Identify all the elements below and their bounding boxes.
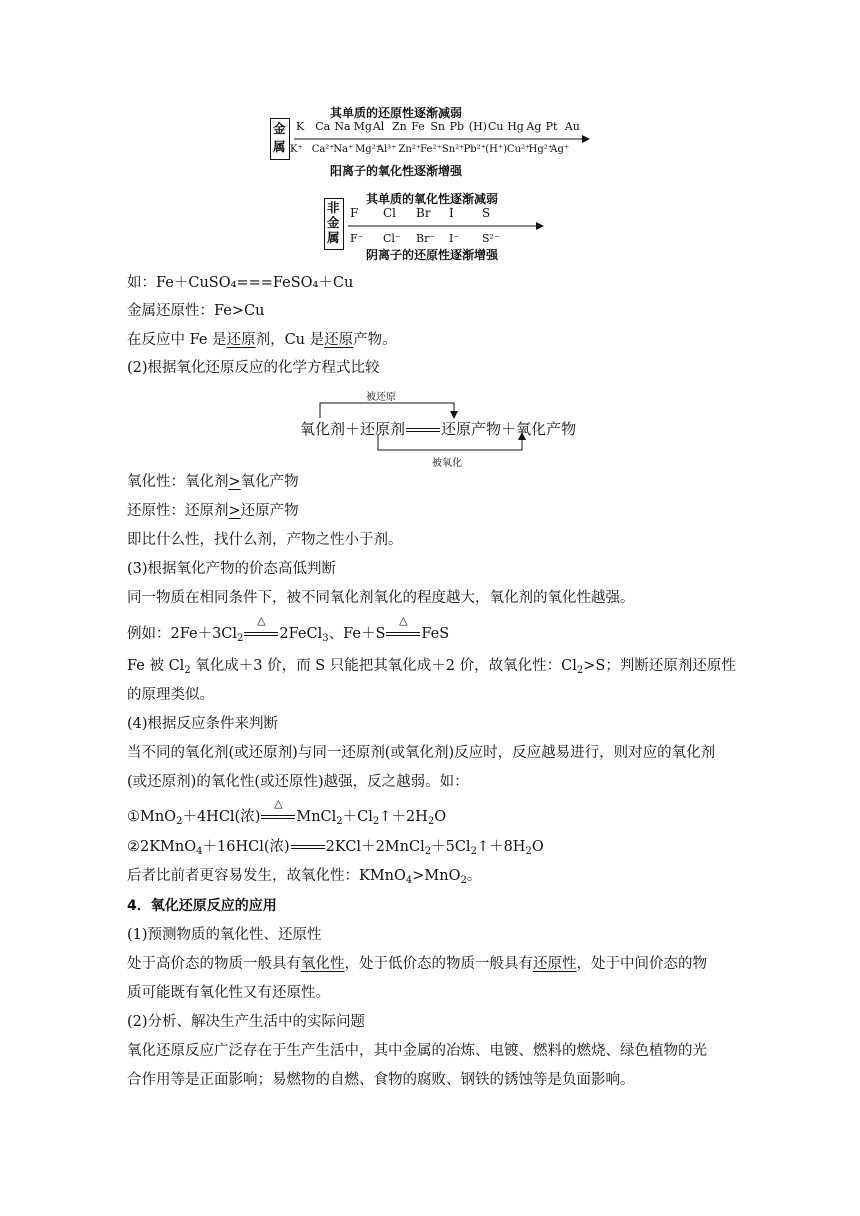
metal-elements-row (296, 120, 596, 134)
eq1-sub-3: 2 (372, 816, 380, 827)
eq2-d: ＋5Cl (431, 839, 471, 855)
metal-ion-symbol: Na⁺ (333, 144, 354, 155)
example2-mid: 2FeCl (279, 626, 323, 642)
summary-rule: 即比什么性，找什么剂，产物之性小于剂。 (127, 532, 403, 548)
heading-4: 4．氧化还原反应的应用 (127, 898, 277, 914)
eq1-d: ＋Cl (342, 809, 373, 825)
redox-oxidation-product: 氧化产物 (516, 420, 577, 438)
eq1-f: O (434, 809, 447, 825)
eq1-heat-equals (260, 797, 296, 827)
metal-element-symbol: Na (334, 120, 351, 133)
section3-text: 同一物质在相同条件下，被不同氧化剂氧化的程度越大，氧化剂的氧化性越强。 (127, 590, 635, 606)
nonmetal-elements-row (350, 206, 550, 220)
in-reaction-text-2: 剂，Cu 是 (255, 332, 325, 348)
sub1-title: (1)预测物质的氧化性、还原性 (127, 927, 322, 943)
section3-title: (3)根据氧化产物的价态高低判断 (127, 561, 337, 577)
metal-ion-symbol: Pb²⁺ (463, 144, 486, 155)
fe-text-a: Fe 被 Cl (127, 658, 185, 674)
nonmetal-ion-symbol: Cl⁻ (383, 232, 401, 245)
oxidizing-rule-post: 氧化产物 (240, 474, 299, 490)
eq2-f: O (531, 839, 544, 855)
equation-1 (127, 797, 447, 827)
sub2-text-line-1: 氧化还原反应广泛存在于生产生活中，其中金属的冶炼、电镀、燃料的燃烧、绿色植物的光 (127, 1043, 707, 1059)
conclusion-sub-1: 4 (405, 875, 413, 886)
heat-delta-1: △ (257, 614, 266, 627)
eq2-sub-1: 4 (196, 846, 203, 857)
eq1-sub-1: 2 (176, 816, 183, 827)
oxidizing-rule (127, 472, 299, 492)
metal-top-caption: 其单质的还原性逐渐减弱 (330, 106, 463, 120)
metal-element-symbol: Au (564, 120, 580, 133)
nonmetal-series-figure (320, 188, 550, 264)
metal-element-symbol: Al (372, 120, 385, 133)
nonmetal-bottom-caption: 阴离子的还原性逐渐增强 (366, 248, 499, 262)
metal-arrow (294, 135, 590, 143)
eq1-delta: △ (274, 797, 283, 810)
redox-equation (300, 418, 576, 439)
eq2-equals-sign (291, 845, 325, 849)
eq2-sub-2: 2 (424, 846, 432, 857)
fe-text-c: >S；判断还原剂还原性 (583, 658, 736, 674)
example2-sub-1: 2 (237, 633, 244, 644)
in-reaction-text-3: 产物。 (353, 332, 397, 348)
metal-ion-symbol: Zn²⁺ (398, 144, 422, 155)
section2-title: (2)根据氧化还原反应的化学方程式比较 (127, 360, 380, 376)
metal-element-symbol: Fe (411, 120, 425, 133)
eq2-e: ↑＋8H (476, 839, 526, 855)
redox-plus-2: ＋ (501, 420, 517, 438)
section4-text-1: 当不同的氧化剂(或还原剂)与同一还原剂(或氧化剂)反应时，反应越易进行，则对应的氧化剂 (127, 745, 716, 761)
metal-ion-symbol: K⁺ (290, 144, 303, 155)
heat-equals-2 (385, 614, 421, 644)
eq1-a: ①MnO (127, 809, 177, 825)
reducing-rule-symbol: > (228, 503, 241, 519)
metal-element-symbol: Zn (392, 120, 407, 133)
redox-diagram (296, 384, 576, 470)
example2-line (127, 614, 450, 644)
conclusion-a: 后者比前者更容易发生，故氧化性：KMnO (127, 868, 406, 884)
nonmetal-top-caption: 其单质的氧化性逐渐减弱 (366, 192, 499, 206)
sub1-underline-oxidizing: 氧化性 (301, 956, 345, 972)
metal-element-symbol: Pb (449, 120, 465, 133)
sub2-text-line-2: 合作用等是正面影响；易燃物的自燃、食物的腐败、钢铁的锈蚀等是负面影响。 (127, 1072, 635, 1088)
conclusion-sub-2: 2 (460, 875, 467, 886)
sub1-text-c: ，处于中间价态的物 (576, 956, 707, 972)
metal-element-symbol: Mg (353, 120, 372, 133)
nonmetal-box-label: 非金属 (327, 200, 340, 245)
eq2-sub-3: 2 (470, 846, 477, 857)
fe-text-sub-2: 2 (576, 665, 584, 676)
nonmetal-element-symbol: Cl (383, 206, 397, 220)
eq2-c: 2KCl＋2MnCl (325, 839, 425, 855)
metal-ion-symbol: (H⁺) (485, 144, 508, 155)
in-reaction-text-1: 在反应中 Fe 是 (127, 332, 227, 348)
sub1-text-b: ，处于低价态的物质一般具有 (344, 956, 533, 972)
nonmetal-ion-symbol: S²⁻ (482, 232, 500, 245)
eq2-b: ＋16HCl(浓) (202, 839, 290, 855)
example1-prefix: 如： (127, 275, 156, 291)
metal-ion-symbol: Hg²⁺ (528, 144, 554, 155)
metal-element-symbol: Ag (526, 120, 542, 133)
conclusion-b: >MnO (412, 868, 461, 884)
reducing-rule-post: 还原产物 (240, 503, 299, 519)
metal-box-label: 金属 (273, 121, 286, 154)
metal-ions-row (290, 144, 600, 158)
redox-bottom-label: 被氧化 (432, 458, 462, 469)
heat-equals-1 (243, 614, 279, 644)
metal-ion-symbol: Ca²⁺ (311, 144, 335, 155)
metal-ion-symbol: Sn²⁺ (441, 144, 465, 155)
eq1-c: MnCl (296, 809, 337, 825)
eq1-sub-2: 2 (336, 816, 343, 827)
conclusion-line (127, 866, 481, 886)
nonmetal-element-symbol: S (482, 206, 491, 220)
eq1-e: ↑＋2H (379, 809, 428, 825)
metal-ion-symbol: Mg²⁺ (355, 144, 381, 155)
reducing-rule (127, 501, 299, 521)
reducing-rule-pre: 还原性：还原剂 (127, 503, 229, 519)
redox-oxidant: 氧化剂 (300, 420, 346, 438)
sub1-text-line-2: 质可能既有氧化性又有还原性。 (127, 985, 330, 1001)
metal-series-figure (266, 100, 596, 184)
metal-element-symbol: K (296, 120, 305, 133)
sub2-title: (2)分析、解决生产生活中的实际问题 (127, 1014, 366, 1030)
metal-ion-symbol: Al³⁺ (376, 144, 397, 155)
oxidizing-rule-pre: 氧化性：氧化剂 (127, 474, 229, 490)
nonmetal-arrow (348, 222, 544, 230)
nonmetal-element-symbol: Br (416, 206, 431, 220)
metal-ion-symbol: Cu²⁺ (506, 144, 531, 155)
metal-reducibility-line: 金属还原性：Fe>Cu (127, 303, 265, 319)
in-reaction-underline-2: 还原 (324, 332, 354, 348)
fe-text-sub-1: 2 (184, 665, 191, 676)
section4-title: (4)根据反应条件来判断 (127, 716, 279, 732)
metal-element-symbol: Cu (488, 120, 504, 133)
example2-sub-2: 3 (322, 633, 329, 644)
nonmetal-ion-symbol: F⁻ (350, 232, 364, 245)
in-reaction-underline-1: 还原 (226, 332, 256, 348)
example2-prefix: 例如：2Fe＋3Cl (127, 626, 238, 642)
conclusion-c: 。 (466, 868, 482, 884)
fe-text-line-1 (127, 656, 736, 676)
sub1-text-line-1 (127, 954, 707, 974)
sub1-text-a: 处于高价态的物质一般具有 (127, 956, 301, 972)
redox-reductant: 还原剂 (360, 420, 406, 438)
example1-equation: Fe＋CuSO₄===FeSO₄＋Cu (156, 275, 354, 291)
metal-element-symbol: (H) (468, 120, 487, 133)
eq2-a: ②2KMnO (127, 839, 197, 855)
metal-element-symbol: Ca (315, 120, 331, 133)
fe-text-b: 氧化成＋3 价，而 S 只能把其氧化成＋2 价，故氧化性：Cl (190, 658, 577, 674)
equation-2 (127, 837, 544, 857)
example2-end: FeS (421, 626, 450, 642)
metal-ion-symbol: Ag⁺ (550, 144, 570, 155)
redox-reduction-product: 还原产物 (441, 420, 502, 438)
metal-bottom-caption: 阳离子的氧化性逐渐增强 (330, 164, 463, 178)
nonmetal-element-symbol: F (350, 206, 359, 220)
metal-ion-symbol: Fe²⁺ (420, 144, 442, 155)
redox-top-label: 被还原 (366, 392, 396, 403)
nonmetal-ion-symbol: I⁻ (449, 232, 460, 245)
nonmetal-element-symbol: I (449, 206, 454, 220)
example2-mid-2: 、Fe＋S (328, 626, 386, 642)
fe-text-line-2: 的原理类似。 (127, 687, 214, 703)
example1-line (127, 273, 353, 293)
metal-element-symbol: Hg (507, 120, 524, 133)
eq1-b: ＋4HCl(浓) (182, 809, 261, 825)
redox-equals-sign (406, 428, 440, 432)
sub1-underline-reducing: 还原性 (533, 956, 577, 972)
heat-delta-2: △ (399, 614, 408, 627)
metal-element-symbol: Sn (430, 120, 446, 133)
nonmetal-ion-symbol: Br⁻ (416, 232, 436, 245)
section4-text-2: (或还原剂)的氧化性(或还原性)越强，反之越弱。如： (127, 774, 469, 790)
oxidizing-rule-symbol: > (228, 474, 241, 490)
nonmetal-ions-row (350, 232, 550, 246)
in-reaction-line (127, 330, 397, 350)
eq1-sub-4: 2 (427, 816, 435, 827)
eq2-sub-4: 2 (525, 846, 532, 857)
redox-plus-1: ＋ (345, 420, 361, 438)
metal-element-symbol: Pt (545, 120, 558, 133)
